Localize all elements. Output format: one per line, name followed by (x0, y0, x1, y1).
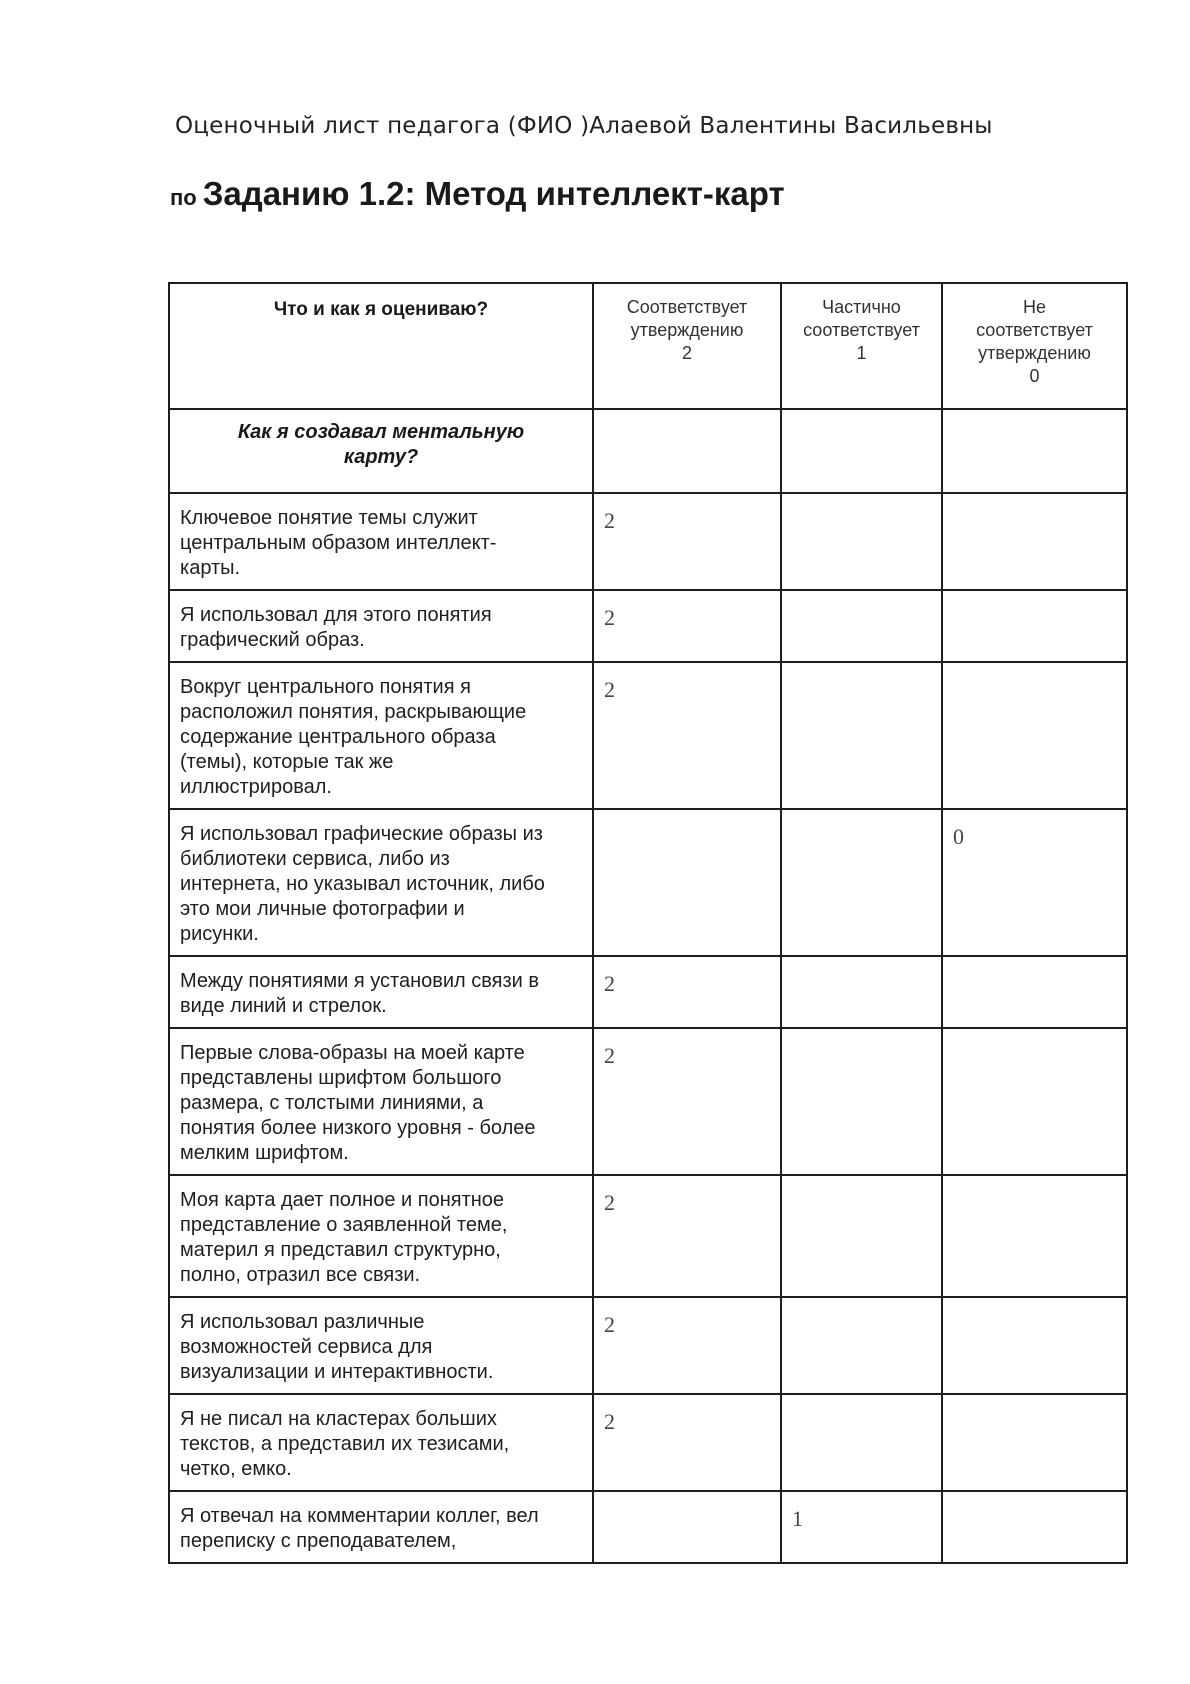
section-title (169, 409, 593, 493)
column-header-partially (781, 283, 942, 409)
criteria-rows (169, 493, 1127, 1563)
statement-line: Ключевое понятие темы служит (180, 507, 478, 529)
statement-line: возможностей сервиса для (180, 1336, 433, 1358)
empty-cell (942, 409, 1127, 493)
header-line: Соответствует (626, 297, 748, 317)
score-cell (942, 590, 1127, 662)
statement-line: библиотеки сервиса, либо из (180, 848, 450, 870)
statement-line: Я использовал графические образы из (180, 823, 543, 845)
table-row (169, 1394, 1127, 1491)
statement-line: Первые слова-образы на моей карте (180, 1042, 525, 1064)
table-row (169, 1175, 1127, 1297)
criterion-statement (169, 1394, 593, 1491)
statement-line: Между понятиями я установил связи в (180, 970, 540, 992)
header-line: соответствует (803, 320, 920, 340)
statement-line: центральным образом интеллект- (180, 532, 497, 554)
statement-line: понятия более низкого уровня - более (180, 1117, 536, 1139)
score-cell: 2 (593, 662, 781, 809)
criterion-statement (169, 956, 593, 1028)
statement-line: Я использовал различные (180, 1311, 425, 1333)
header-line: утверждению (978, 343, 1091, 363)
score-cell (781, 956, 942, 1028)
table-row (169, 1297, 1127, 1394)
table-row (169, 590, 1127, 662)
statement-line: переписку с преподавателем, (180, 1530, 457, 1552)
criterion-statement (169, 1175, 593, 1297)
header-line: 0 (1029, 366, 1040, 386)
header-line: соответствует (976, 320, 1093, 340)
score-cell (593, 1491, 781, 1563)
section-line: карту? (343, 446, 419, 468)
table-row (169, 956, 1127, 1028)
score-cell: 1 (781, 1491, 942, 1563)
statement-line: виде линий и стрелок. (180, 995, 387, 1017)
evaluator-name-line: Оценочный лист педагога (ФИО )Алаевой Валентины Васильевны (175, 113, 993, 139)
criterion-statement (169, 809, 593, 956)
score-cell (593, 809, 781, 956)
statement-line: текстов, а представил их тезисами, (180, 1433, 510, 1455)
header-line: Не (1022, 297, 1046, 317)
score-cell: 2 (593, 1175, 781, 1297)
statement-line: иллюстрировал. (180, 776, 332, 798)
statement-line: полно, отразил все связи. (180, 1264, 421, 1286)
statement-line: размера, с толстыми линиями, а (180, 1092, 484, 1114)
statement-line: (темы), которые так же (180, 751, 394, 773)
table-row (169, 1491, 1127, 1563)
score-cell (781, 493, 942, 590)
score-cell (942, 662, 1127, 809)
statement-line: Я отвечал на комментарии коллег, вел (180, 1505, 539, 1527)
score-cell (942, 1491, 1127, 1563)
score-cell (781, 809, 942, 956)
table-row (169, 662, 1127, 809)
table-row (169, 809, 1127, 956)
statement-line: Я не писал на кластерах больших (180, 1408, 497, 1430)
statement-line: интернета, но указывал источник, либо (180, 873, 545, 895)
criterion-statement (169, 1491, 593, 1563)
criterion-statement (169, 590, 593, 662)
column-header-question: Что и как я оцениваю? (169, 283, 593, 409)
statement-line: представлены шрифтом большого (180, 1067, 502, 1089)
statement-line: графический образ. (180, 629, 365, 651)
task-title (170, 175, 785, 213)
statement-line: это мои личные фотографии и (180, 898, 465, 920)
evaluation-table (168, 282, 1128, 1564)
score-cell: 2 (593, 493, 781, 590)
score-cell: 2 (593, 956, 781, 1028)
score-cell (781, 1175, 942, 1297)
statement-line: Вокруг центрального понятия я (180, 676, 471, 698)
score-cell (942, 493, 1127, 590)
header-line: 1 (856, 343, 867, 363)
table-header-row (169, 283, 1127, 409)
score-cell (781, 1394, 942, 1491)
score-cell (942, 1028, 1127, 1175)
section-row (169, 409, 1127, 493)
criterion-statement (169, 493, 593, 590)
criterion-statement (169, 1028, 593, 1175)
score-cell (781, 1297, 942, 1394)
column-header-matches (593, 283, 781, 409)
score-cell: 0 (942, 809, 1127, 956)
score-cell (942, 1175, 1127, 1297)
score-cell (942, 956, 1127, 1028)
header-line: 2 (681, 343, 692, 363)
statement-line: четко, емко. (180, 1458, 292, 1480)
score-cell: 2 (593, 1028, 781, 1175)
score-cell: 2 (593, 1394, 781, 1491)
section-line: Как я создавал ментальную (237, 421, 525, 443)
empty-cell (781, 409, 942, 493)
column-header-not-matches (942, 283, 1127, 409)
score-cell (781, 590, 942, 662)
score-cell (781, 1028, 942, 1175)
statement-line: визуализации и интерактивности. (180, 1361, 494, 1383)
criterion-statement (169, 1297, 593, 1394)
statement-line: карты. (180, 557, 241, 579)
header-line: Частично (822, 297, 901, 317)
score-cell (942, 1394, 1127, 1491)
title-prefix: по (170, 185, 197, 210)
statement-line: расположил понятия, раскрывающие (180, 701, 527, 723)
table-row (169, 493, 1127, 590)
statement-line: Я использовал для этого понятия (180, 604, 492, 626)
score-cell (781, 662, 942, 809)
statement-line: материл я представил структурно, (180, 1239, 501, 1261)
score-cell: 2 (593, 1297, 781, 1394)
criterion-statement (169, 662, 593, 809)
statement-line: мелким шрифтом. (180, 1142, 349, 1164)
statement-line: рисунки. (180, 923, 259, 945)
header-line: утверждению (630, 320, 744, 340)
empty-cell (593, 409, 781, 493)
score-cell (942, 1297, 1127, 1394)
statement-line: содержание центрального образа (180, 726, 496, 748)
statement-line: Моя карта дает полное и понятное (180, 1189, 505, 1211)
score-cell: 2 (593, 590, 781, 662)
title-main: Заданию 1.2: Метод интеллект-карт (202, 175, 785, 212)
statement-line: представление о заявленной теме, (180, 1214, 508, 1236)
table-row (169, 1028, 1127, 1175)
